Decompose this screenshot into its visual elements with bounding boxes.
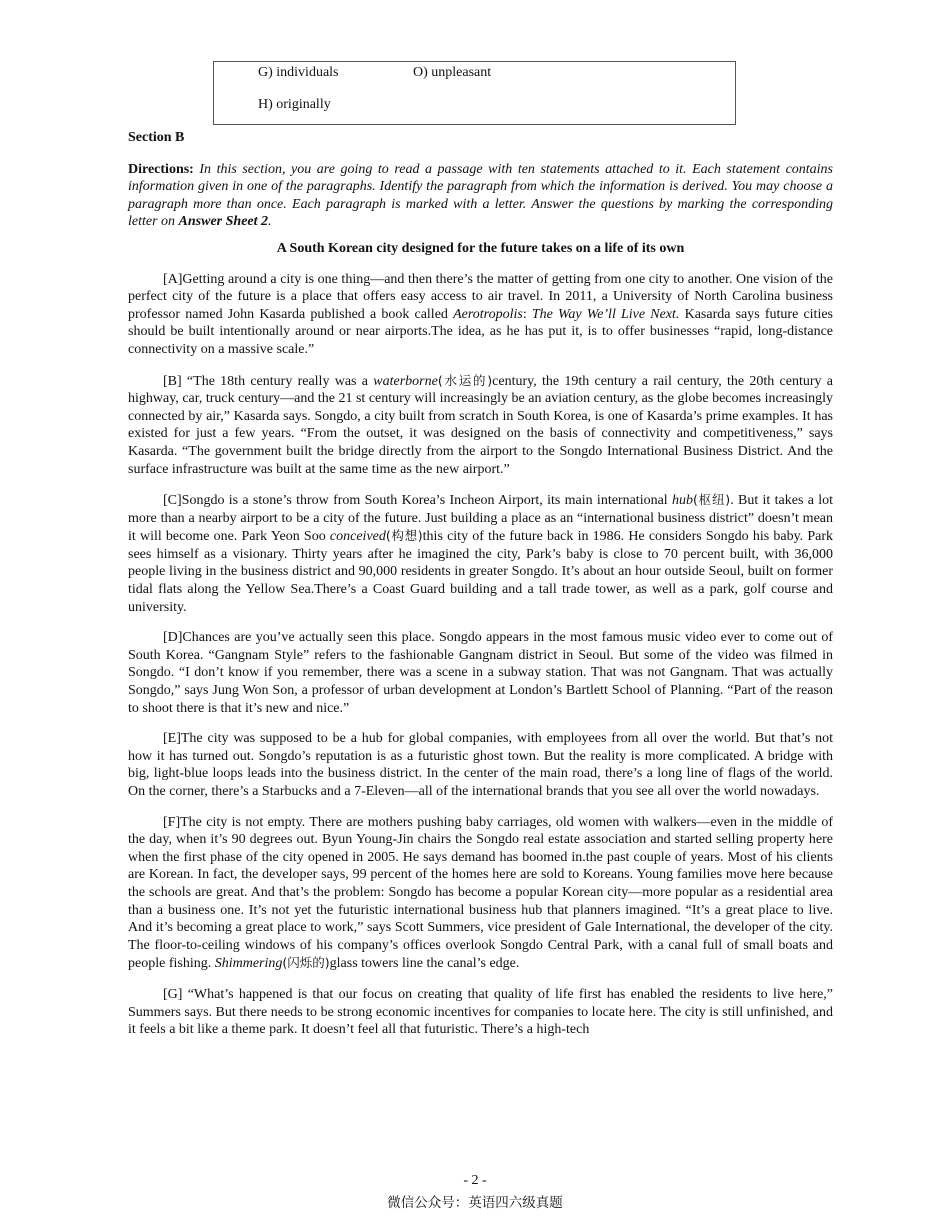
word-option-g: G) individuals [258,65,339,80]
book-title: Aerotropolis [453,306,523,322]
paragraph-c [128,491,833,616]
paragraph-a-text: [A]Getting around a city is one thing—and then there’s the matter of getting from one city to another. One vision of the perfect city of the future is a place that offers easy access to air travel. In 2011, a University of North Carolina business professor named John Kasarda published a book called [128,271,833,322]
paragraph-c-text-end: this city of the future back in 1986. He considers Songdo his baby. Park sees himself as a visionary. Thirty years after he imagined the city, Park’s baby is close to 70 percent built, with 36,000 people living in the business district and 90,000 residents in greater Songdo. It’s about an hour outside Seoul, built on former tidal flats along the Yellow Sea.There’s a Coast Guard building and a tall trade tower, as well as a park, golf course and university. [128,529,833,615]
paragraph-a [128,271,833,359]
directions-label: Directions: [128,161,194,177]
vocab-gloss: (水运的) [437,372,493,388]
vocab-gloss: (构想) [385,528,423,544]
word-bank-box [213,61,736,125]
book-title-separator: : [522,306,532,322]
paragraph-b-text-end: century, the 19th century a rail century, the 20th century a highway, car, truck century—and the 21 st century will increasingly be an aviation century, as the globe becomes increasingly connected by air,” Kasarda says. Songdo, a city built from scratch in South Korea, is one of Kasarda’s prime examples. It has existed for just a few years. “From the outset, it was designed on the basis of connectivity and competitiveness,” says Kasarda. “The government built the bridge directly from the airport to the Songdo International Business District. And the surface infrastructure was built at the same time as the new airport.” [128,373,833,477]
main-content [128,129,833,1039]
paragraph-d: [D]Chances are you’ve actually seen this place. Songdo appears in the most famous music video ever to come out of South Korea. “Gangnam Style” refers to the fashionable Gangnam district in Seoul. But some of the video was filmed in Songdo. “I don’t know if you remember, there was a scene in a subway station. That was not Gangnam. That was actually Songdo,” says Jung Won Son, a professor of urban development at London’s Bartlett School of Planning. “Part of the reason to shoot there is that it’s new and nice.” [128,630,833,716]
paragraph-f [128,814,833,973]
paragraph-e: [E]The city was supposed to be a hub for global companies, with employees from all over the world. But that’s not how it has turned out. Songdo’s reputation is as a futuristic ghost town. But the reality is more complicated. A bridge with big, light-blue loops leads into the business district. In the center of the main road, there’s a long line of flags of the world. On the corner, there’s a Starbucks and a 7-Eleven—all of the international brands that you see all over the world nowadays. [128,731,833,799]
paragraph-f-text: [F]The city is not empty. There are mothers pushing baby carriages, old women with walkers—even in the middle of the day, when it’s 90 degrees out. Byun Young-Jin chairs the Songdo real estate association and started selling property here when the first phase of the city opened in 2005. He says demand has boomed in.the past couple of years. Most of his clients are Korean. In fact, the developer says, 99 percent of the homes here are sold to Koreans. Young families move here because the schools are great. And that’s the problem: Songdo has become a popular Korean city—more popular as a residential area than a business one. It’s not yet the futuristic international business hub that planners imagined. “It’s a great place to live. And it’s becoming a great place to work,” says Scott Summers, vice president of Gale International, the developer of the city. The floor-to-ceiling windows of his company’s offices overlook Songdo Central Park, with a canal full of small boats and people fishing. [128,814,833,972]
vocab-gloss: (闪烁的) [282,955,330,971]
vocab-term: conceived [329,529,386,545]
word-option-o: O) unpleasant [413,65,492,80]
directions-text: In this section, you are going to read a passage with ten statements attached to it. Each statement contains information given in one of the paragraphs. Identify the paragraph from which the information is derived. You may choose a paragraph more than once. Each paragraph is marked with a letter. Answer the questions by marking the corresponding letter on [128,161,834,230]
paragraph-c-text-mid: . But it takes a lot more than a nearby airport to be a city of the future. Just building a place as an “international business district” doesn’t mean it will become one. Park Yeon Soo [128,493,833,545]
vocab-gloss: (枢纽) [693,492,731,508]
paragraph-g: [G] “What’s happened is that our focus on creating that quality of life first has enabled the residents to live here,” Summers says. But there needs to be strong economic incentives for companies to locate here. The city is still unfinished, and it feels a bit like a theme park. It doesn’t feel all that futuristic. There’s a high-tech [128,986,833,1038]
section-title: Section B [128,130,185,145]
paragraph-a-text-end: Kasarda says future cities should be built intentionally around or near airports.The idea, as he has put it, is to offer businesses “rapid, long-distance connectivity on a massive scale.” [128,306,834,357]
paragraph-f-text-end: glass towers line the canal’s edge. [329,956,520,972]
vocab-term: Shimmering [214,956,283,972]
paragraph-b [128,372,833,479]
page-number: - 2 - [463,1173,487,1188]
paragraph-b-text: [B] “The 18th century really was a [163,373,374,389]
paragraph-c-text: [C]Songdo is a stone’s throw from South Korea’s Incheon Airport, its main international [163,493,672,509]
vocab-term: hub [672,493,693,509]
wechat-footer: 微信公众号：英语四六级真题 [387,1195,563,1211]
directions [128,161,833,231]
vocab-term: waterborne [373,373,438,389]
article-title: A South Korean city designed for the future takes on a life of its own [276,240,685,256]
book-subtitle: The Way We’ll Live Next. [531,306,680,322]
directions-period: . [268,214,272,230]
word-option-h: H) originally [258,97,331,112]
answer-sheet-label: Answer Sheet 2 [178,214,269,230]
